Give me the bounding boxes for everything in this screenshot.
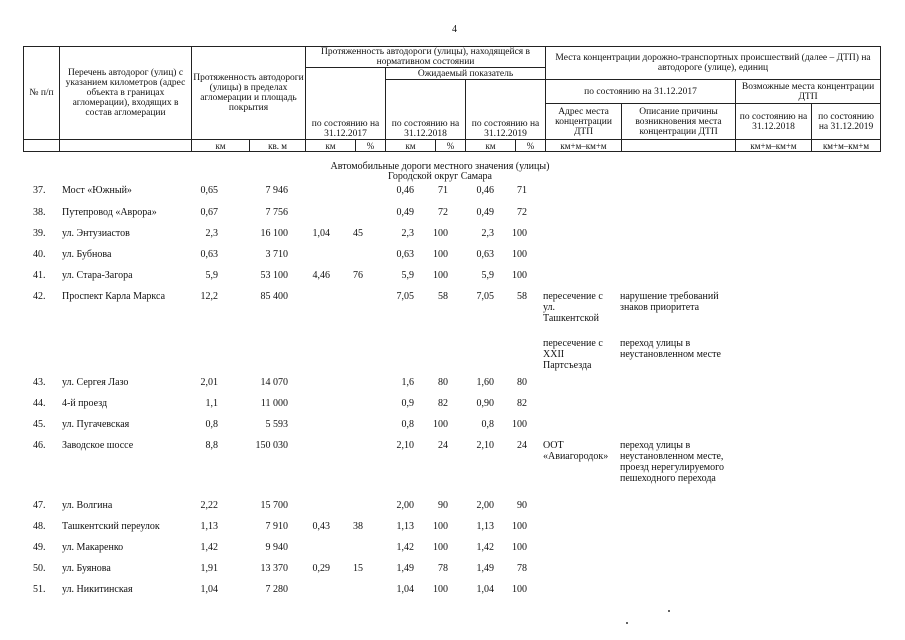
row-name: ул. Сергея Лазо — [62, 377, 129, 388]
row-length-km: 0,65 — [200, 185, 218, 196]
row-km-2018: 1,42 — [396, 542, 414, 553]
row-name: ул. Энтузиастов — [62, 228, 130, 239]
unit-sqm: кв. м — [250, 140, 306, 152]
row-num: 45. — [33, 419, 46, 430]
row-km-2019: 1,42 — [476, 542, 494, 553]
row-area-sqm: 7 910 — [265, 521, 288, 532]
row-num: 44. — [33, 398, 46, 409]
row-km-2019: 0,8 — [481, 419, 494, 430]
row-pct-2019: 90 — [517, 500, 527, 511]
row-km-2018: 1,13 — [396, 521, 414, 532]
row-pct-2018: 100 — [433, 228, 448, 239]
unit-kmm-2018: км+м–км+м — [736, 140, 812, 152]
row-pct-2017: 76 — [353, 270, 363, 281]
unit-pct-2018: % — [436, 140, 466, 152]
row-pct-2019: 72 — [517, 207, 527, 218]
scan-mark — [626, 622, 628, 624]
row-num: 46. — [33, 440, 46, 451]
row-pct-2018: 72 — [438, 207, 448, 218]
row-pct-2018: 100 — [433, 249, 448, 260]
row-km-2019: 0,90 — [476, 398, 494, 409]
row-km-2018: 0,9 — [401, 398, 414, 409]
row-num: 49. — [33, 542, 46, 553]
row-num: 48. — [33, 521, 46, 532]
row-num: 41. — [33, 270, 46, 281]
header-normative-2017: по состоянию на 31.12.2017 — [306, 68, 386, 140]
unit-km: км — [192, 140, 250, 152]
row-length-km: 2,22 — [200, 500, 218, 511]
header-possible-places: Возможные места концентрации ДТП — [736, 80, 881, 104]
row-pct-2019: 80 — [517, 377, 527, 388]
header-dtp-places: Места концентрации дорожно-транспортных происшествий (далее – ДТП) на автодороге (улице), единиц — [546, 47, 881, 80]
row-km-2018: 1,6 — [401, 377, 414, 388]
row-pct-2018: 90 — [438, 500, 448, 511]
row-km-2018: 7,05 — [396, 291, 414, 302]
unit-kmm-2019: км+м–км+м — [812, 140, 881, 152]
row-name: Путепровод «Аврора» — [62, 207, 157, 218]
row-num: 43. — [33, 377, 46, 388]
row-name: ул. Стара-Загора — [62, 270, 133, 281]
row-pct-2018: 71 — [438, 185, 448, 196]
row-name: ул. Бубнова — [62, 249, 112, 260]
unit-blank-name — [60, 140, 192, 152]
row-name: ул. Макаренко — [62, 542, 124, 553]
section-subtitle: Городской округ Самара — [388, 171, 492, 182]
row-area-sqm: 7 280 — [265, 584, 288, 595]
row-length-km: 5,9 — [205, 270, 218, 281]
row-area-sqm: 15 700 — [260, 500, 288, 511]
header-reason: Описание причины возникновения места концентрации ДТП — [622, 104, 736, 140]
row-num: 42. — [33, 291, 46, 302]
header-table — [23, 46, 881, 152]
row-name: Ташкентский переулок — [62, 521, 160, 532]
row-length-km: 1,1 — [205, 398, 218, 409]
row-km-2018: 5,9 — [401, 270, 414, 281]
row-length-km: 12,2 — [200, 291, 218, 302]
header-expected: Ожидаемый показатель — [386, 68, 546, 80]
row-name: Проспект Карла Маркса — [62, 291, 166, 302]
row-km-2019: 0,46 — [476, 185, 494, 196]
row-km-2018: 0,46 — [396, 185, 414, 196]
row-km-2018: 2,10 — [396, 440, 414, 451]
row-area-sqm: 13 370 — [260, 563, 288, 574]
row-pct-2018: 80 — [438, 377, 448, 388]
row-pct-2018: 100 — [433, 521, 448, 532]
row-pct-2019: 100 — [512, 270, 527, 281]
dtp-reason: переход улицы в неустановленном месте, проезд нерегулируемого пешеходного перехода — [620, 440, 724, 484]
row-km-2019: 1,49 — [476, 563, 494, 574]
dtp-address: пересечение с XXII Партсъезда — [543, 338, 603, 371]
row-pct-2019: 100 — [512, 584, 527, 595]
unit-km-2019: км — [466, 140, 516, 152]
row-km-2018: 1,04 — [396, 584, 414, 595]
row-length-km: 1,04 — [200, 584, 218, 595]
row-pct-2018: 100 — [433, 270, 448, 281]
row-pct-2017: 15 — [353, 563, 363, 574]
dtp-address: пересечение с ул. Ташкентской — [543, 291, 603, 324]
row-num: 37. — [33, 185, 46, 196]
row-name: 4-й проезд — [62, 398, 108, 409]
row-km-2019: 0,49 — [476, 207, 494, 218]
row-pct-2018: 100 — [433, 584, 448, 595]
row-num: 50. — [33, 563, 46, 574]
row-name: Мост «Южный» — [62, 185, 132, 196]
row-km-2019: 2,3 — [481, 228, 494, 239]
page-number: 4 — [452, 24, 457, 35]
header-expected-2019: по состоянию на 31.12.2019 — [466, 80, 546, 140]
row-pct-2018: 58 — [438, 291, 448, 302]
row-km-2017: 4,46 — [312, 270, 330, 281]
row-area-sqm: 53 100 — [260, 270, 288, 281]
row-km-2018: 2,3 — [401, 228, 414, 239]
unit-pct-2017: % — [356, 140, 386, 152]
row-pct-2019: 71 — [517, 185, 527, 196]
row-km-2019: 5,9 — [481, 270, 494, 281]
header-num: № п/п — [24, 47, 60, 140]
row-km-2018: 0,49 — [396, 207, 414, 218]
row-pct-2018: 100 — [433, 419, 448, 430]
row-pct-2019: 82 — [517, 398, 527, 409]
unit-blank-num — [24, 140, 60, 152]
row-pct-2017: 45 — [353, 228, 363, 239]
header-possible-2018: по состоянию на 31.12.2018 — [736, 104, 812, 140]
row-pct-2018: 100 — [433, 542, 448, 553]
row-pct-2019: 100 — [512, 521, 527, 532]
unit-pct-2019: % — [516, 140, 546, 152]
row-km-2019: 2,10 — [476, 440, 494, 451]
row-area-sqm: 5 593 — [265, 419, 288, 430]
header-road-list: Перечень автодорог (улиц) с указанием километров (адрес объекта в границах агломерации), входящих в состав агломерации — [60, 47, 192, 140]
row-km-2017: 1,04 — [312, 228, 330, 239]
header-length: Протяженность автодороги (улицы) в пределах агломерации и площадь покрытия — [192, 47, 306, 140]
row-pct-2019: 24 — [517, 440, 527, 451]
section-title: Автомобильные дороги местного значения (улицы) — [330, 161, 550, 172]
dtp-address: ООТ «Авиагородок» — [543, 440, 609, 462]
header-address: Адрес места концентрации ДТП — [546, 104, 622, 140]
unit-km-2018: км — [386, 140, 436, 152]
row-pct-2017: 38 — [353, 521, 363, 532]
dtp-reason: переход улицы в неустановленном месте — [620, 338, 721, 360]
row-num: 38. — [33, 207, 46, 218]
row-length-km: 2,3 — [205, 228, 218, 239]
header-possible-2019: по состоянию на 31.12.2019 — [812, 104, 881, 140]
row-pct-2019: 100 — [512, 228, 527, 239]
row-pct-2018: 24 — [438, 440, 448, 451]
row-pct-2019: 100 — [512, 419, 527, 430]
row-km-2019: 1,60 — [476, 377, 494, 388]
header-dtp-2017: по состоянию на 31.12.2017 — [546, 80, 736, 104]
row-area-sqm: 16 100 — [260, 228, 288, 239]
row-km-2019: 1,04 — [476, 584, 494, 595]
row-km-2018: 0,8 — [401, 419, 414, 430]
row-length-km: 0,67 — [200, 207, 218, 218]
row-area-sqm: 7 946 — [265, 185, 288, 196]
row-km-2017: 0,29 — [312, 563, 330, 574]
row-num: 51. — [33, 584, 46, 595]
row-pct-2019: 100 — [512, 542, 527, 553]
row-num: 47. — [33, 500, 46, 511]
row-km-2019: 7,05 — [476, 291, 494, 302]
row-name: ул. Волгина — [62, 500, 113, 511]
row-pct-2019: 100 — [512, 249, 527, 260]
row-length-km: 2,01 — [200, 377, 218, 388]
row-length-km: 1,91 — [200, 563, 218, 574]
unit-km-2017: км — [306, 140, 356, 152]
row-area-sqm: 11 000 — [260, 398, 288, 409]
row-area-sqm: 14 070 — [260, 377, 288, 388]
row-pct-2019: 58 — [517, 291, 527, 302]
row-length-km: 0,8 — [205, 419, 218, 430]
row-km-2018: 2,00 — [396, 500, 414, 511]
row-num: 40. — [33, 249, 46, 260]
unit-kmm-address: км+м–км+м — [546, 140, 622, 152]
row-area-sqm: 85 400 — [260, 291, 288, 302]
row-length-km: 1,42 — [200, 542, 218, 553]
row-name: ул. Буянова — [62, 563, 111, 574]
row-pct-2018: 78 — [438, 563, 448, 574]
row-name: Заводское шоссе — [62, 440, 134, 451]
header-normative: Протяженность автодороги (улицы), находящейся в нормативном состоянии — [306, 47, 546, 68]
row-km-2019: 2,00 — [476, 500, 494, 511]
row-length-km: 0,63 — [200, 249, 218, 260]
row-area-sqm: 7 756 — [265, 207, 288, 218]
row-length-km: 8,8 — [205, 440, 218, 451]
row-area-sqm: 3 710 — [265, 249, 288, 260]
row-num: 39. — [33, 228, 46, 239]
row-km-2018: 1,49 — [396, 563, 414, 574]
scan-mark — [668, 610, 670, 612]
row-km-2019: 0,63 — [476, 249, 494, 260]
row-pct-2018: 82 — [438, 398, 448, 409]
row-name: ул. Пугачевская — [62, 419, 130, 430]
row-length-km: 1,13 — [200, 521, 218, 532]
row-pct-2019: 78 — [517, 563, 527, 574]
row-km-2018: 0,63 — [396, 249, 414, 260]
unit-blank-reason — [622, 140, 736, 152]
row-area-sqm: 9 940 — [265, 542, 288, 553]
row-name: ул. Никитинская — [62, 584, 133, 595]
row-area-sqm: 150 030 — [255, 440, 288, 451]
header-expected-2018: по состоянию на 31.12.2018 — [386, 80, 466, 140]
row-km-2019: 1,13 — [476, 521, 494, 532]
row-km-2017: 0,43 — [312, 521, 330, 532]
dtp-reason: нарушение требований знаков приоритета — [620, 291, 719, 313]
